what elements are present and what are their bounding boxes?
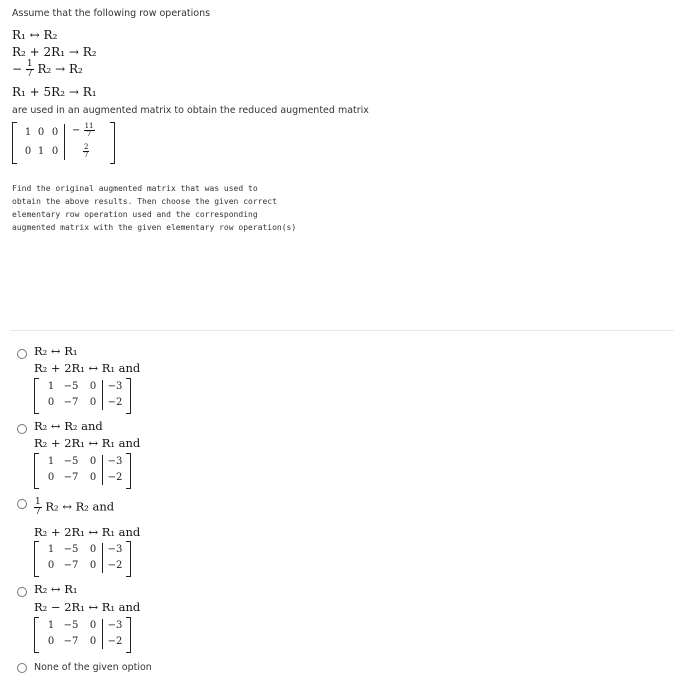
option-2-matrix bbox=[34, 453, 144, 489]
matrix-cell: −7 bbox=[63, 397, 79, 408]
matrix-cell: 1 bbox=[47, 544, 55, 555]
matrix-cell: −5 bbox=[63, 456, 79, 467]
option-3-line1 bbox=[34, 498, 114, 517]
row-op-2: R₂ + 2R₁ → R₂ bbox=[12, 45, 97, 59]
matrix-cell: 0 bbox=[89, 620, 97, 631]
matrix-cell: 0 bbox=[47, 560, 55, 571]
augment-divider bbox=[102, 455, 103, 485]
row-op-3-denominator: 7 bbox=[26, 69, 33, 79]
matrix-cell: 0 bbox=[47, 636, 55, 647]
matrix-cell: 0 bbox=[89, 456, 97, 467]
reduced-matrix bbox=[12, 122, 122, 166]
matrix-cell: 1 bbox=[47, 381, 55, 392]
instruction-line: augmented matrix with the given elementary row operation(s) bbox=[12, 223, 297, 232]
used-text: are used in an augmented matrix to obtain the reduced augmented matrix bbox=[12, 105, 369, 116]
row-op-3-text: R₂ → R₂ bbox=[37, 62, 83, 76]
matrix-left-bracket bbox=[34, 617, 39, 653]
matrix-right-bracket bbox=[126, 378, 131, 414]
matrix-cell: 0 bbox=[51, 127, 59, 138]
augment-divider bbox=[64, 124, 65, 160]
instruction-line: Find the original augmented matrix that was used to bbox=[12, 184, 258, 193]
aug-den: 7 bbox=[86, 130, 92, 138]
row-op-3-sign: − bbox=[12, 62, 23, 76]
matrix-cell: 0 bbox=[47, 397, 55, 408]
matrix-left-bracket bbox=[34, 453, 39, 489]
instructions bbox=[12, 182, 296, 234]
option-2-radio[interactable] bbox=[17, 424, 27, 434]
matrix-cell: 0 bbox=[37, 127, 45, 138]
matrix-cell: −7 bbox=[63, 472, 79, 483]
option-4-line2: R₂ − 2R₁ ↔ R₁ and bbox=[34, 600, 141, 614]
aug-cell-2 bbox=[83, 144, 89, 159]
row-op-3-fraction bbox=[26, 60, 34, 79]
matrix-aug-cell: −2 bbox=[107, 397, 123, 408]
matrix-aug-cell: −3 bbox=[107, 381, 123, 392]
option-3-matrix bbox=[34, 541, 144, 577]
option-4-matrix bbox=[34, 617, 144, 653]
option-1-radio[interactable] bbox=[17, 349, 27, 359]
instruction-line: obtain the above results. Then choose the given correct bbox=[12, 197, 277, 206]
option-2-line2: R₂ + 2R₁ ↔ R₁ and bbox=[34, 436, 141, 450]
aug-fraction bbox=[83, 144, 89, 159]
matrix-left-bracket bbox=[12, 122, 17, 164]
option-5-radio[interactable] bbox=[17, 663, 27, 673]
aug-num: 2 bbox=[84, 143, 89, 151]
matrix-cell: 1 bbox=[47, 620, 55, 631]
augment-divider bbox=[102, 619, 103, 649]
option-4-radio[interactable] bbox=[17, 587, 27, 597]
matrix-cell: 1 bbox=[47, 456, 55, 467]
matrix-cell: 0 bbox=[89, 560, 97, 571]
matrix-cell: 0 bbox=[24, 146, 32, 157]
matrix-cell: −5 bbox=[63, 381, 79, 392]
matrix-cell: −7 bbox=[63, 636, 79, 647]
matrix-cell: 0 bbox=[89, 381, 97, 392]
matrix-cell: 1 bbox=[37, 146, 45, 157]
matrix-cell: 0 bbox=[89, 544, 97, 555]
option-5-label: None of the given option bbox=[34, 662, 152, 673]
matrix-left-bracket bbox=[34, 541, 39, 577]
option-2-line1: R₂ ↔ R₂ and bbox=[34, 419, 103, 433]
option-1-matrix bbox=[34, 378, 144, 414]
question-intro: Assume that the following row operations bbox=[12, 8, 211, 19]
option-3-denominator: 7 bbox=[35, 507, 41, 517]
option-3-radio[interactable] bbox=[17, 499, 27, 509]
option-3-numerator: 1 bbox=[35, 497, 41, 507]
option-3-line1-text: R₂ ↔ R₂ and bbox=[45, 499, 115, 514]
matrix-cell: 0 bbox=[89, 397, 97, 408]
matrix-cell: 1 bbox=[24, 127, 32, 138]
aug-cell-1 bbox=[72, 123, 95, 138]
matrix-aug-cell: −2 bbox=[107, 560, 123, 571]
matrix-cell: 0 bbox=[47, 472, 55, 483]
instruction-line: elementary row operation used and the corresponding bbox=[12, 210, 258, 219]
matrix-aug-cell: −3 bbox=[107, 544, 123, 555]
matrix-left-bracket bbox=[34, 378, 39, 414]
option-3-line2: R₂ + 2R₁ ↔ R₁ and bbox=[34, 525, 141, 539]
augment-divider bbox=[102, 380, 103, 410]
matrix-aug-cell: −3 bbox=[107, 620, 123, 631]
row-op-3-numerator: 1 bbox=[26, 59, 33, 69]
augment-divider bbox=[102, 543, 103, 573]
option-4-line1: R₂ ↔ R₁ bbox=[34, 582, 78, 596]
matrix-cell: 0 bbox=[89, 472, 97, 483]
matrix-right-bracket bbox=[110, 122, 115, 164]
row-op-1: R₁ ↔ R₂ bbox=[12, 28, 58, 42]
row-op-3 bbox=[12, 60, 83, 79]
matrix-cell: 0 bbox=[89, 636, 97, 647]
matrix-cell: 0 bbox=[51, 146, 59, 157]
option-1-line1: R₂ ↔ R₁ bbox=[34, 344, 78, 358]
matrix-cell: −5 bbox=[63, 544, 79, 555]
matrix-cell: −5 bbox=[63, 620, 79, 631]
matrix-right-bracket bbox=[126, 617, 131, 653]
matrix-aug-cell: −2 bbox=[107, 636, 123, 647]
matrix-right-bracket bbox=[126, 541, 131, 577]
row-op-4: R₁ + 5R₂ → R₁ bbox=[12, 85, 97, 99]
matrix-aug-cell: −2 bbox=[107, 472, 123, 483]
matrix-aug-cell: −3 bbox=[107, 456, 123, 467]
option-3-fraction bbox=[34, 498, 42, 517]
aug-den: 7 bbox=[84, 151, 89, 159]
aug-sign: − bbox=[72, 125, 81, 136]
divider bbox=[10, 330, 674, 331]
option-1-line2: R₂ + 2R₁ ↔ R₁ and bbox=[34, 361, 141, 375]
aug-num: 11 bbox=[84, 122, 94, 130]
matrix-right-bracket bbox=[126, 453, 131, 489]
aug-fraction bbox=[84, 123, 95, 138]
matrix-cell: −7 bbox=[63, 560, 79, 571]
